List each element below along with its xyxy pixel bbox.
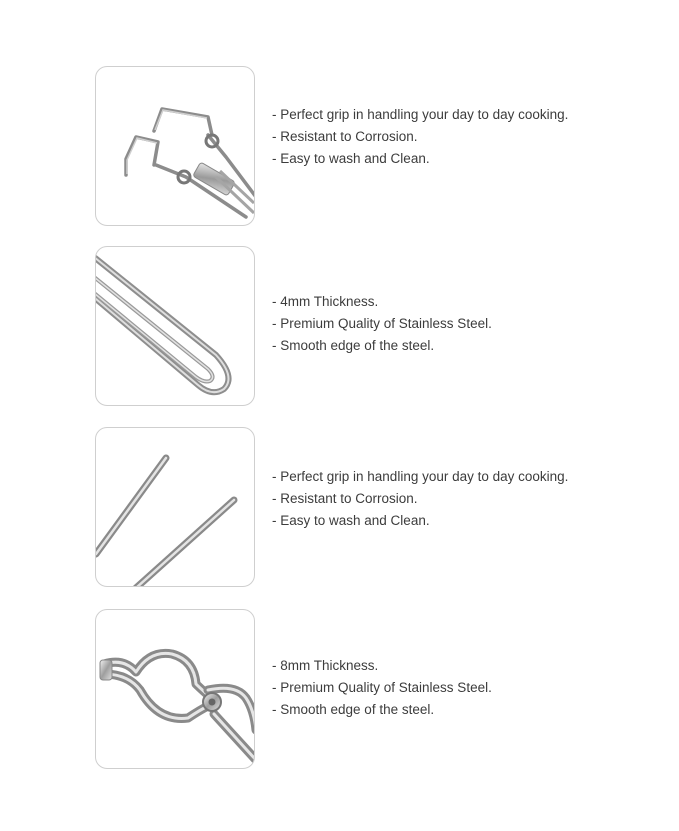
product-image-card-1 [95, 66, 255, 226]
product-image-card-2 [95, 246, 255, 406]
feature-text: - Premium Quality of Stainless Steel. [272, 680, 492, 695]
product-image-card-4 [95, 609, 255, 769]
feature-text: - Perfect grip in handling your day to day cooking. [272, 469, 569, 484]
tong-pincer-image [96, 610, 254, 768]
feature-text: - Resistant to Corrosion. [272, 129, 418, 144]
feature-text: - Resistant to Corrosion. [272, 491, 418, 506]
feature-text: - 4mm Thickness. [272, 294, 379, 309]
steel-rods-image [96, 428, 254, 586]
tong-hinge-image [96, 67, 254, 225]
feature-text: - Smooth edge of the steel. [272, 702, 435, 717]
feature-list-2 [272, 291, 492, 357]
feature-list-3 [272, 466, 568, 532]
feature-text: - Premium Quality of Stainless Steel. [272, 316, 492, 331]
steel-loop-image [96, 247, 254, 405]
feature-list-1 [272, 104, 568, 170]
product-image-card-3 [95, 427, 255, 587]
feature-text: - Easy to wash and Clean. [272, 513, 430, 528]
feature-text: - Perfect grip in handling your day to day cooking. [272, 107, 569, 122]
feature-text: - Smooth edge of the steel. [272, 338, 435, 353]
feature-list-4 [272, 655, 492, 721]
feature-text: - 8mm Thickness. [272, 658, 379, 673]
feature-text: - Easy to wash and Clean. [272, 151, 430, 166]
